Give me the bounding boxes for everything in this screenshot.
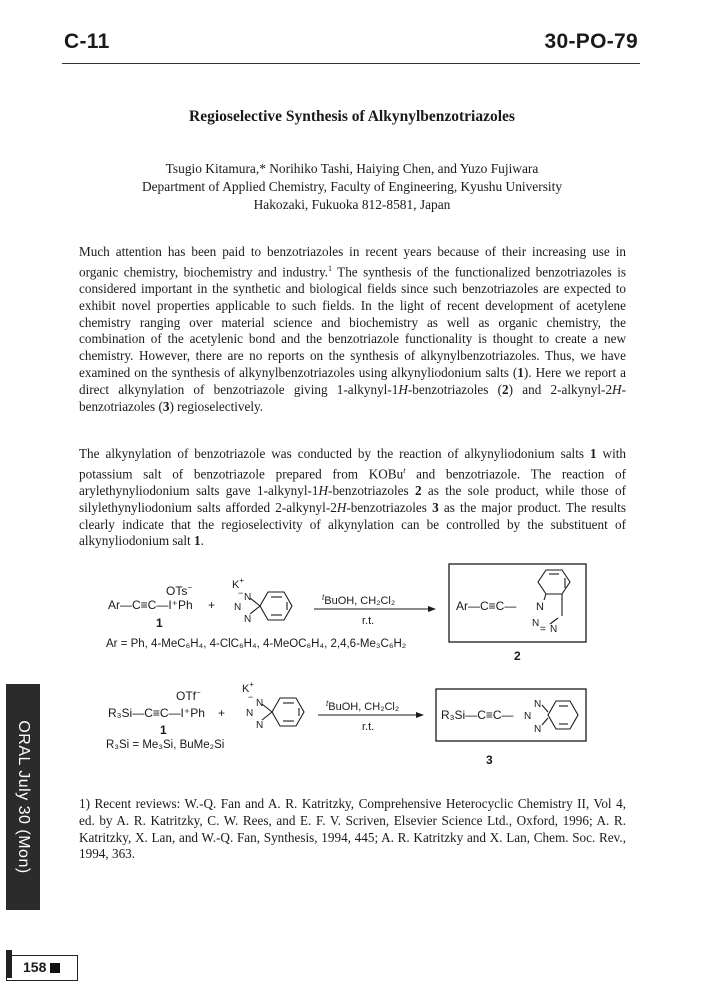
aryl-substituents: Ar = Ph, 4-MeC₆H₄, 4-ClC₆H₄, 4-MeOC₆H₄, 2,4,6-Me₃C₆H₂: [106, 638, 407, 650]
product-2-chain: Ar—C≡C—: [456, 599, 517, 613]
benzotriazolide-anion-2: [262, 698, 304, 726]
author-address: Hakozaki, Fukuoka 812-8581, Japan: [253, 197, 451, 212]
reference-1: 1) Recent reviews: W.-Q. Fan and A. R. Katritzky, Comprehensive Heterocyclic Chemistry II, Vol 4, ed. by A. R. Katritzky, C. W. Rees, and E. F. V. Scriven, Elsevier Science Ltd., Oxford, 1996; A. R. Katritzky, X. Lan, and W.-Q. Fan, Synthesis, 1994, 445; A. R. Katritzky and X. Lan, Chem. Soc. Rev., 1994, 363.: [79, 796, 626, 862]
conditions-2: $^t$BuOH, CH₂Cl₂: [326, 699, 400, 713]
product-3-n2: N: [524, 711, 532, 722]
product-3-benzotriazole: [542, 701, 578, 729]
plus-sign: +: [208, 598, 216, 612]
author-block: [0, 160, 704, 214]
product-3-n3: N: [534, 724, 542, 735]
product-2-n3: N: [550, 624, 558, 635]
intro-paragraph: Much attention has been paid to benzotriazoles in recent years because of their increasing use in organic chemistry, biochemistry and industry.$^1$ The synthesis of the functionalized benzotriazoles is considered important in the synthetic and biological fields since such benzotriazoles are expected to exhibit novel properties applicable to such fields. In the light of recent development of acetylene chemistry ranging over material science and biochemistry as well as organic chemistry, the combination of the acetylenic bond and the benzotriazole functionality is thought to create a new chemistry. However, there are no reports on the synthesis of alkynylbenzotriazoles. Thus, we have examined on the synthesis of alkynylbenzotriazoles using alkynyliodonium salts (1). Here we report a direct alkynylation of benzotriazole giving 1-alkynyl-1H-benzotriazoles (2) and 2-alkynyl-2H-benzotriazoles (3) regioselectively.: [79, 244, 626, 414]
page-number: 158: [23, 959, 47, 975]
plus-sign-2: +: [218, 706, 226, 720]
triazole-n1-2: N: [256, 698, 264, 709]
product-2-n2: N: [532, 618, 540, 629]
triazole-n1: N: [244, 592, 252, 603]
product-2-double-bond: =: [540, 624, 546, 635]
product-2-benzotriazole: [538, 570, 570, 624]
iodonium-salt-aryl: Ar—C≡C—I⁺Ph: [108, 598, 193, 612]
session-code: C-11: [64, 30, 110, 53]
negative-charge: −: [238, 588, 244, 598]
potassium-cation-2: K+: [242, 680, 255, 695]
conditions-1: $^t$BuOH, CH₂Cl₂: [322, 593, 396, 607]
session-side-tab-label: ORAL July 30 (Mon): [15, 720, 32, 874]
compound-2-label: 2: [514, 649, 521, 663]
page-square-icon: [50, 963, 60, 973]
anion-ots: OTs−: [166, 583, 193, 598]
paper-title: Regioselective Synthesis of Alkynylbenzotriazoles: [189, 108, 515, 125]
triazole-n3-2: N: [256, 720, 264, 731]
author-department: Department of Applied Chemistry, Faculty of Engineering, Kyushu University: [141, 179, 563, 194]
reaction-1: [106, 564, 586, 663]
poster-code: 30-PO-79: [544, 30, 638, 53]
anion-otf: OTf−: [176, 688, 201, 703]
benzotriazolide-anion: [250, 592, 292, 620]
arrow-head-2: [416, 712, 424, 718]
reaction-scheme: [100, 562, 620, 774]
arrow-head-1: [428, 606, 436, 612]
triazole-n2-2: N: [246, 708, 254, 719]
silyl-substituents: R₃Si = Me₃Si, BuMe₂Si: [106, 739, 225, 751]
header-rule: [62, 63, 640, 64]
citation-superscript: 1: [327, 263, 332, 273]
compound-1-label: 1: [156, 616, 163, 630]
negative-charge-2: −: [248, 692, 254, 702]
compound-3-label: 3: [486, 753, 493, 767]
iodonium-salt-silyl: R₃Si—C≡C—I⁺Ph: [108, 706, 205, 720]
compound-1-label-2: 1: [160, 723, 167, 737]
triazole-n3: N: [244, 614, 252, 625]
product-3-chain: R₃Si—C≡C—: [441, 708, 514, 722]
session-side-tab: [6, 684, 40, 910]
author-names: Tsugio Kitamura,* Norihiko Tashi, Haiying Chen, and Yuzo Fujiwara: [165, 161, 539, 176]
potassium-cation: K+: [232, 576, 245, 591]
product-3-n1: N: [534, 699, 542, 710]
temperature-1: r.t.: [362, 615, 375, 627]
reaction-2: [106, 680, 586, 767]
results-paragraph: The alkynylation of benzotriazole was conducted by the reaction of alkynyliodonium salts 1 with potassium salt of benzotriazole prepared from KOBu$^t$ and benzotriazole. The reaction of arylethynyliodonium salts gave 1-alkynyl-1H-benzotriazoles 2 as the sole product, while those of silylethynyliodonium salts afforded 2-alkynyl-2H-benzotriazoles 3 as the major product. The results clearly indicate that the regioselectivity of alkynylation can be controlled by the substituent of alkynyliodonium salt 1.: [79, 446, 626, 549]
triazole-n2: N: [234, 602, 242, 613]
page-number-box: [6, 955, 78, 981]
temperature-2: r.t.: [362, 721, 375, 733]
product-2-n1: N: [536, 601, 544, 613]
